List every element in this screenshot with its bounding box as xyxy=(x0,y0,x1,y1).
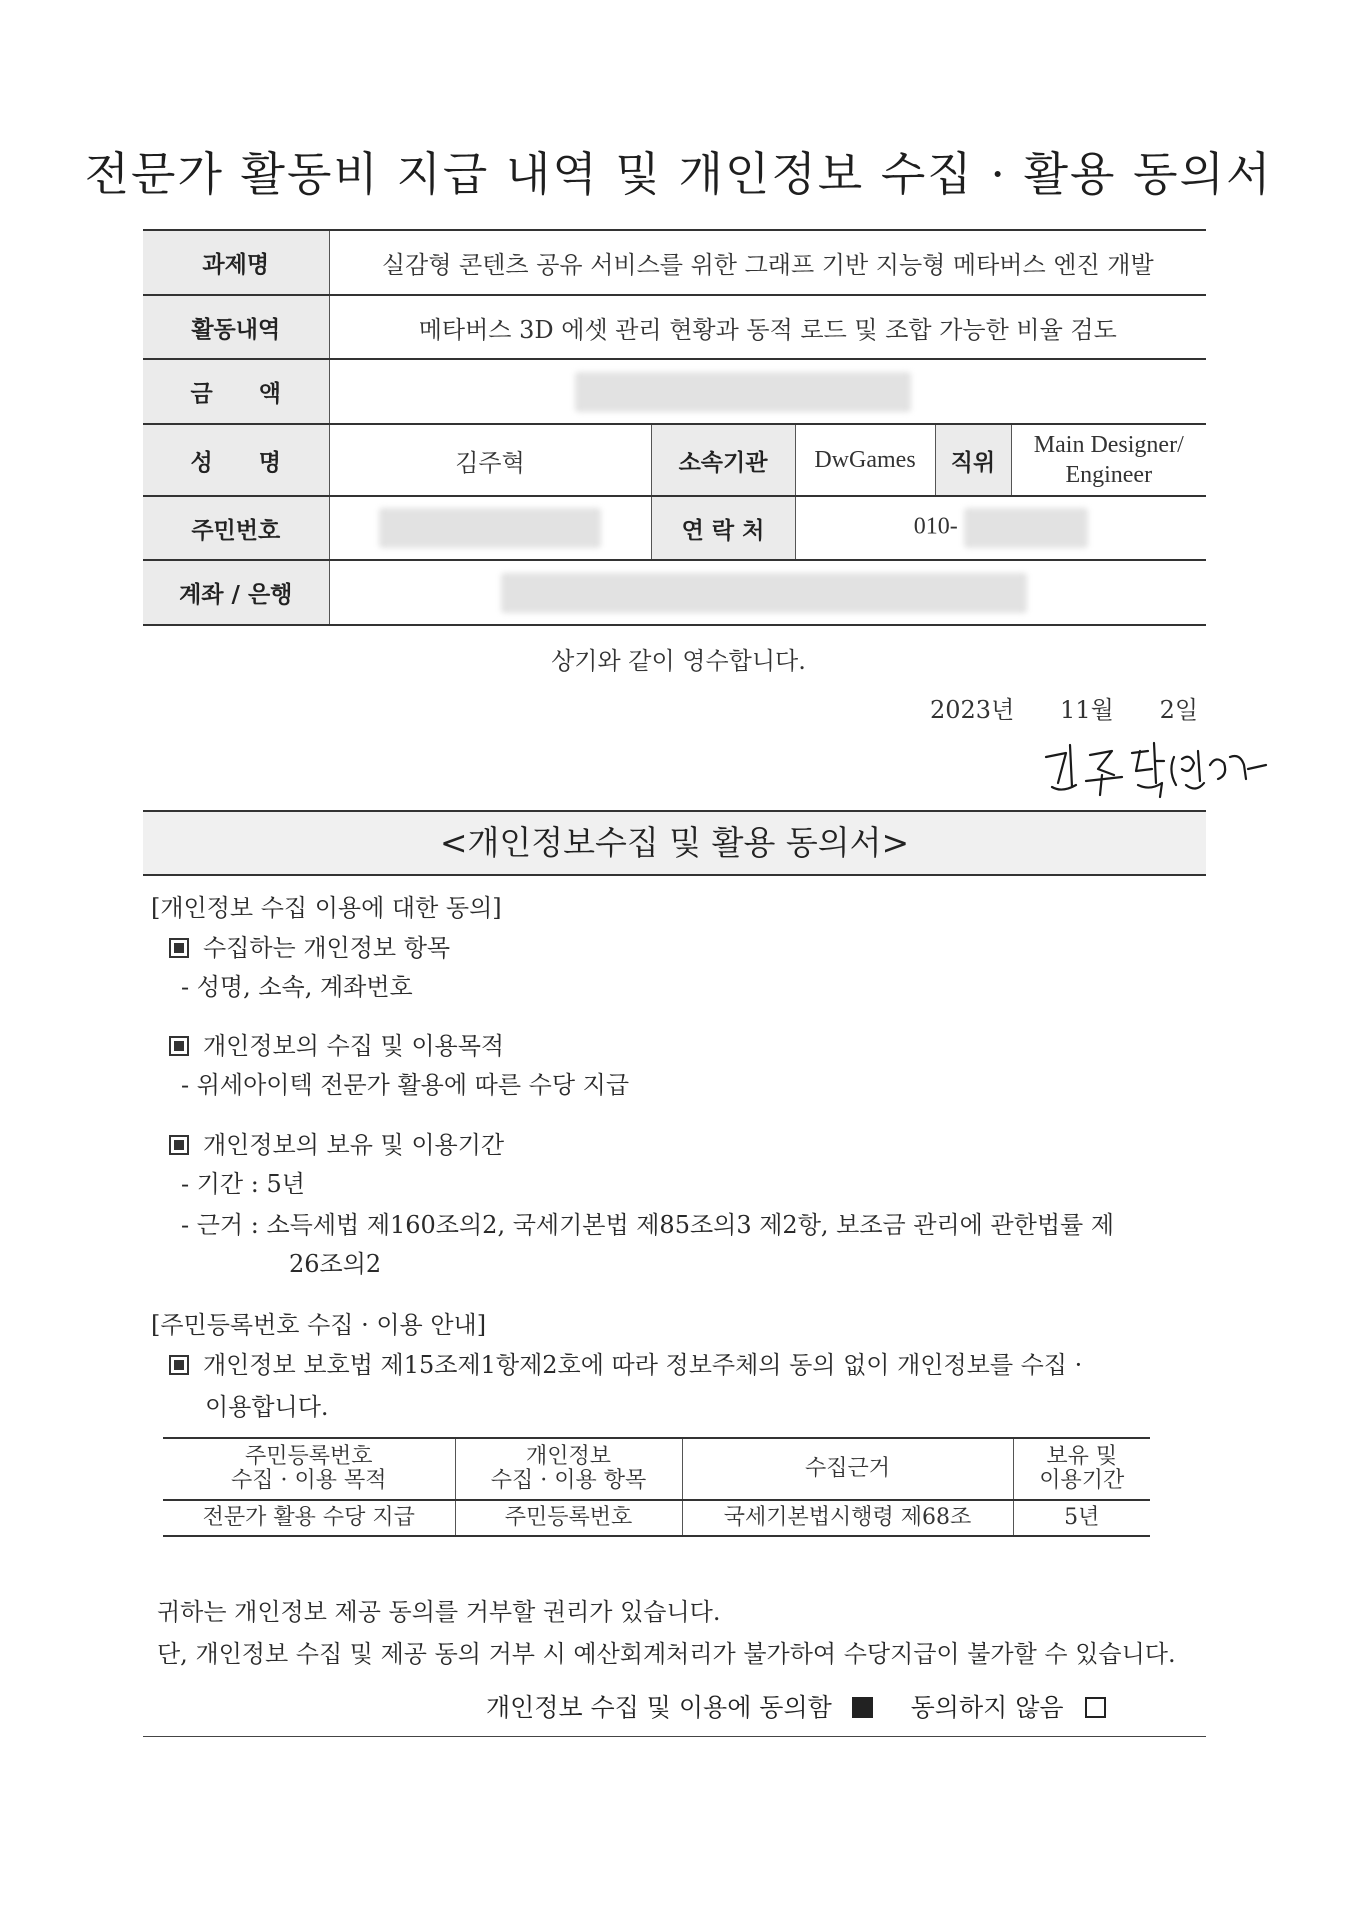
rrn-table-header-period: 보유 및 이용기간 xyxy=(1013,1438,1150,1500)
redaction-block xyxy=(501,573,1027,613)
document-title: 전문가 활동비 지급 내역 및 개인정보 수집 · 활용 동의서 xyxy=(84,147,1273,201)
date-line xyxy=(930,690,1198,725)
date-year: 2023년 xyxy=(930,696,1015,724)
basis-line-2: 26조의2 xyxy=(289,1250,382,1278)
rrn-table-cell-items: 주민등록번호 xyxy=(455,1500,682,1536)
consent-disagree-checkbox[interactable] xyxy=(1085,1697,1106,1718)
rrn-table-cell-period: 5년 xyxy=(1013,1500,1150,1536)
redaction-block xyxy=(379,508,601,548)
rrn-notice-text: 개인정보 보호법 제15조제1항제2호에 따라 정보주체의 동의 없이 개인정보를 수집 · xyxy=(203,1351,1083,1379)
rrn-table-cell-basis: 국세기본법시행령 제68조 xyxy=(682,1500,1013,1536)
name-value: 김주혁 xyxy=(329,424,651,496)
amount-value-redacted xyxy=(329,359,1206,424)
section-rrn-title: [주민등록번호 수집 · 이용 안내] xyxy=(151,1311,487,1339)
activity-value: 메타버스 3D 에셋 관리 현황과 동적 로드 및 조합 가능한 비율 검도 xyxy=(329,295,1206,359)
notice-refusal-consequence: 단, 개인정보 수집 및 제공 동의 거부 시 예산회계처리가 불가하여 수당지급이 불가할 수 있습니다. xyxy=(157,1640,1176,1668)
rrn-usage-table xyxy=(163,1437,1150,1537)
consent-disagree-label: 동의하지 않음 xyxy=(910,1693,1064,1722)
rrn-table-header-items: 개인정보 수집 · 이용 항목 xyxy=(455,1438,682,1500)
org-value: DwGames xyxy=(795,424,935,496)
redaction-block xyxy=(575,372,911,412)
consent-heading-band xyxy=(143,810,1206,876)
consent-agree-label: 개인정보 수집 및 이용에 동의함 xyxy=(486,1693,832,1722)
project-label: 과제명 xyxy=(143,230,329,295)
collected-items-title: 수집하는 개인정보 항목 xyxy=(203,934,451,962)
rrn-table-header-purpose: 주민등록번호 수집 · 이용 목적 xyxy=(163,1438,455,1500)
amount-label: 금 액 xyxy=(143,359,329,424)
period-title: 개인정보의 보유 및 이용기간 xyxy=(203,1131,505,1159)
filled-square-icon xyxy=(169,1355,189,1375)
purpose-heading xyxy=(169,1026,504,1061)
filled-square-icon xyxy=(169,1036,189,1056)
consent-agree-checkbox[interactable] xyxy=(852,1697,873,1718)
rrn-label: 주민번호 xyxy=(143,496,329,560)
filled-square-icon xyxy=(169,1135,189,1155)
receipt-statement: 상기와 같이 영수합니다. xyxy=(551,647,806,675)
bottom-divider xyxy=(143,1736,1206,1737)
redaction-block xyxy=(964,508,1088,548)
rrn-table-header-basis: 수집근거 xyxy=(682,1438,1013,1500)
name-label: 성 명 xyxy=(143,424,329,496)
period-heading xyxy=(169,1125,504,1160)
section-personal-info-title: [개인정보 수집 이용에 대한 동의] xyxy=(151,894,502,922)
filled-square-icon xyxy=(169,938,189,958)
basis-line-1: - 근거 : 소득세법 제160조의2, 국세기본법 제85조의3 제2항, 보조금 관리에 관한법률 제 xyxy=(181,1211,1115,1239)
collected-items-value: - 성명, 소속, 계좌번호 xyxy=(181,973,413,1001)
date-day: 2일 xyxy=(1159,696,1199,724)
contact-value xyxy=(795,496,1206,560)
org-label: 소속기관 xyxy=(651,424,795,496)
expert-info-table xyxy=(143,229,1206,626)
period-value: - 기간 : 5년 xyxy=(181,1170,305,1198)
position-label: 직위 xyxy=(935,424,1011,496)
consent-choice-row xyxy=(486,1688,1106,1724)
position-line-1: Main Designer/ xyxy=(1033,432,1184,458)
contact-label: 연 락 처 xyxy=(651,496,795,560)
account-value-redacted xyxy=(329,560,1206,625)
consent-heading: <개인정보수집 및 활용 동의서> xyxy=(439,823,910,862)
date-month: 11월 xyxy=(1060,696,1114,724)
collected-items-heading xyxy=(169,928,450,963)
rrn-notice-line-2: 이용합니다. xyxy=(205,1393,329,1421)
notice-right-to-refuse: 귀하는 개인정보 제공 동의를 거부할 권리가 있습니다. xyxy=(157,1598,721,1626)
account-label: 계좌 / 은행 xyxy=(143,560,329,625)
purpose-value: - 위세아이텍 전문가 활용에 따른 수당 지급 xyxy=(181,1071,630,1099)
rrn-table-cell-purpose: 전문가 활용 수당 지급 xyxy=(163,1500,455,1536)
position-line-2: Engineer xyxy=(1065,462,1153,488)
activity-label: 활동내역 xyxy=(143,295,329,359)
rrn-notice-line-1 xyxy=(169,1345,1082,1380)
handwritten-signature xyxy=(1040,735,1270,805)
project-value: 실감형 콘텐츠 공유 서비스를 위한 그래프 기반 지능형 메타버스 엔진 개발 xyxy=(329,230,1206,295)
position-value xyxy=(1011,424,1206,496)
rrn-value-redacted xyxy=(329,496,651,560)
contact-prefix: 010- xyxy=(913,513,958,540)
purpose-title: 개인정보의 수집 및 이용목적 xyxy=(203,1032,505,1060)
